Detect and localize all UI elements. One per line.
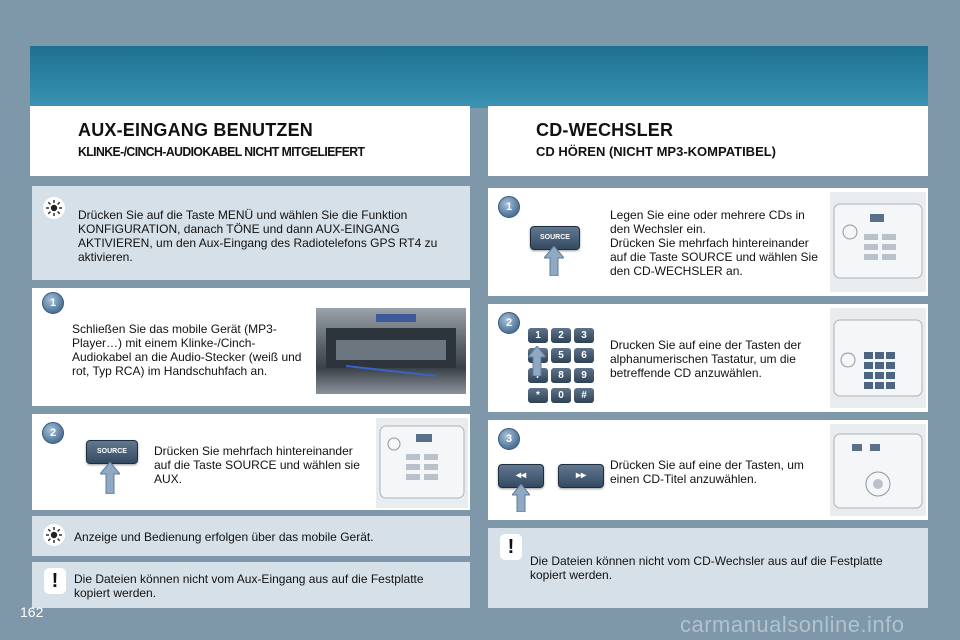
glovebox-photo bbox=[316, 308, 466, 394]
source-button[interactable]: SOURCE bbox=[86, 440, 138, 464]
arrow-up-icon bbox=[528, 346, 546, 376]
keypad-key[interactable]: 6 bbox=[574, 348, 594, 363]
arrow-up-icon bbox=[544, 246, 564, 276]
warning-icon: ! bbox=[500, 534, 522, 560]
left-tip-text: Drücken Sie auf die Taste MENÜ und wählen Sie die Funktion KONFIGURATION, danach TÖNE und dann AUX-EINGANG AKTIVIEREN, um den Aux-Eingang des Radiotelefons GPS RT4 zu aktivieren. bbox=[78, 208, 438, 264]
right-warning-box bbox=[488, 528, 928, 608]
right-step3-box bbox=[488, 420, 928, 520]
left-tip2-text: Anzeige und Bedienung erfolgen über das mobile Gerät. bbox=[74, 530, 374, 544]
sun-icon bbox=[43, 524, 65, 546]
page-number: 162 bbox=[20, 604, 44, 620]
keypad-key[interactable]: 0 bbox=[551, 388, 571, 403]
left-step1-text: Schließen Sie das mobile Gerät (MP3-Player…) mit einem Klinke-/Cinch-Audiokabel an die Audio-Stecker (weiß und rot, Typ RCA) im Handschuhfach an. bbox=[72, 322, 302, 378]
radio-unit-image bbox=[376, 418, 468, 508]
keypad-key[interactable]: 1 bbox=[528, 328, 548, 343]
right-warning-text: Die Dateien können nicht vom CD-Wechsler aus auf die Festplatte kopiert werden. bbox=[530, 554, 883, 582]
left-step1-box bbox=[32, 288, 470, 406]
left-tip2-box bbox=[32, 516, 470, 556]
right-header bbox=[488, 106, 928, 176]
radio-unit-image bbox=[830, 424, 926, 516]
left-header bbox=[30, 106, 470, 176]
right-step1-text: Legen Sie eine oder mehrere CDs in den Wechsler ein. Drücken Sie mehrfach hintereinander auf die Taste SOURCE und wählen Sie den CD-WECHSLER an. bbox=[610, 208, 818, 278]
source-button[interactable]: SOURCE bbox=[530, 226, 580, 250]
watermark: carmanualsonline.info bbox=[680, 612, 905, 637]
keypad-key[interactable]: 3 bbox=[574, 328, 594, 343]
left-subtitle: KLINKE-/CINCH-AUDIOKABEL NICHT MITGELIEFERT bbox=[78, 144, 365, 159]
left-tip-box bbox=[32, 186, 470, 280]
keypad-key[interactable]: 2 bbox=[551, 328, 571, 343]
previous-track-button[interactable]: ◂◂ bbox=[498, 464, 544, 488]
left-warning-box bbox=[32, 562, 470, 608]
arrow-up-icon bbox=[512, 484, 530, 512]
left-step2-box bbox=[32, 414, 470, 510]
left-warning-text: Die Dateien können nicht vom Aux-Eingang aus auf die Festplatte kopiert werden. bbox=[74, 572, 424, 600]
right-step1-box bbox=[488, 188, 928, 296]
header-band bbox=[30, 46, 928, 108]
left-step2-text: Drücken Sie mehrfach hintereinander auf die Taste SOURCE und wählen sie AUX. bbox=[154, 444, 360, 486]
radio-unit-image bbox=[830, 192, 926, 292]
left-title: AUX-EINGANG BENUTZEN bbox=[78, 120, 314, 140]
keypad-key[interactable]: 9 bbox=[574, 368, 594, 383]
step-number-badge: 1 bbox=[498, 196, 520, 218]
warning-icon: ! bbox=[44, 568, 66, 594]
right-step3-text: Drücken Sie auf eine der Tasten, um einen CD-Titel anzuwählen. bbox=[610, 458, 804, 486]
right-title: CD-WECHSLER bbox=[536, 120, 674, 140]
right-subtitle: CD HÖREN (NICHT MP3-KOMPATIBEL) bbox=[536, 144, 777, 159]
arrow-up-icon bbox=[100, 462, 120, 494]
step-number-badge: 2 bbox=[498, 312, 520, 334]
radio-unit-image bbox=[830, 308, 926, 408]
keypad-key[interactable]: 8 bbox=[551, 368, 571, 383]
step-number-badge: 3 bbox=[498, 428, 520, 450]
sun-icon bbox=[43, 197, 65, 219]
keypad-key[interactable]: # bbox=[574, 388, 594, 403]
keypad-key[interactable]: 5 bbox=[551, 348, 571, 363]
step-number-badge: 2 bbox=[42, 422, 64, 444]
keypad-key[interactable]: * bbox=[528, 388, 548, 403]
right-step2-box bbox=[488, 304, 928, 412]
right-step2-text: Drucken Sie auf eine der Tasten der alphanumerischen Tastatur, um die betreffende CD anzuwählen. bbox=[610, 338, 802, 380]
step-number-badge: 1 bbox=[42, 292, 64, 314]
next-track-button[interactable]: ▸▸ bbox=[558, 464, 604, 488]
